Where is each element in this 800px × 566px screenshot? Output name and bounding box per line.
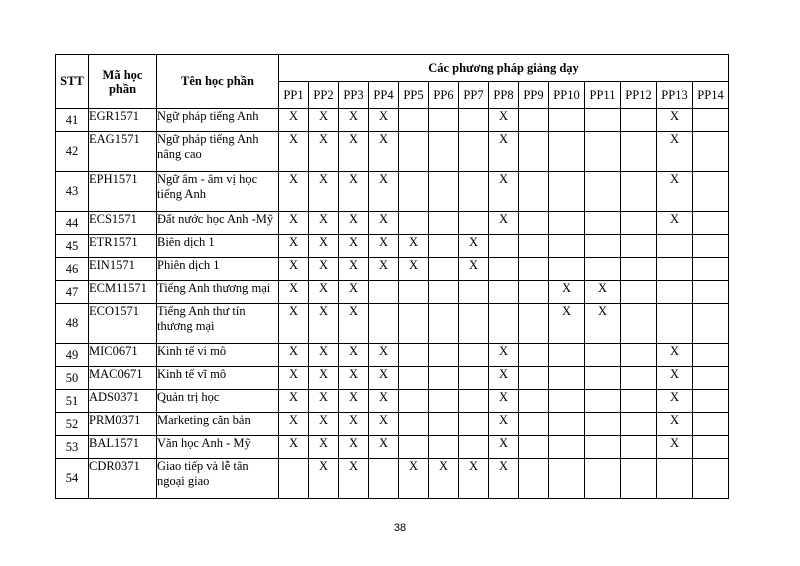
- course-code: ETR1571: [89, 235, 157, 258]
- method-cell-pp6: [429, 436, 459, 459]
- method-cell-pp12: [621, 281, 657, 304]
- method-cell-pp1: X: [279, 390, 309, 413]
- method-cell-pp1: X: [279, 258, 309, 281]
- method-cell-pp5: [399, 413, 429, 436]
- method-cell-pp2: X: [309, 258, 339, 281]
- method-cell-pp3: X: [339, 132, 369, 172]
- course-code: ECM11571: [89, 281, 157, 304]
- method-cell-pp4: X: [369, 390, 399, 413]
- method-cell-pp8: X: [489, 413, 519, 436]
- method-cell-pp6: [429, 109, 459, 132]
- table-row: [56, 281, 729, 304]
- course-code: ECS1571: [89, 212, 157, 235]
- method-cell-pp8: X: [489, 459, 519, 499]
- course-code: ADS0371: [89, 390, 157, 413]
- method-cell-pp4: X: [369, 436, 399, 459]
- method-cell-pp1: X: [279, 281, 309, 304]
- method-cell-pp2: X: [309, 212, 339, 235]
- method-cell-pp3: X: [339, 109, 369, 132]
- method-cell-pp2: X: [309, 459, 339, 499]
- method-cell-pp12: [621, 235, 657, 258]
- teaching-methods-table: [55, 54, 729, 499]
- method-cell-pp3: X: [339, 235, 369, 258]
- table-row: [56, 367, 729, 390]
- method-cell-pp12: [621, 172, 657, 212]
- method-cell-pp9: [519, 235, 549, 258]
- method-cell-pp14: [693, 109, 729, 132]
- row-stt: 44: [56, 212, 89, 235]
- method-cell-pp9: [519, 132, 549, 172]
- method-cell-pp11: [585, 413, 621, 436]
- method-cell-pp9: [519, 212, 549, 235]
- table-row: [56, 132, 729, 172]
- method-cell-pp2: X: [309, 413, 339, 436]
- method-cell-pp4: X: [369, 367, 399, 390]
- method-cell-pp5: X: [399, 459, 429, 499]
- table-row: [56, 258, 729, 281]
- method-cell-pp3: X: [339, 172, 369, 212]
- method-cell-pp14: [693, 235, 729, 258]
- method-cell-pp10: [549, 132, 585, 172]
- method-cell-pp5: [399, 212, 429, 235]
- course-code: MAC0671: [89, 367, 157, 390]
- method-cell-pp1: [279, 459, 309, 499]
- course-code: EIN1571: [89, 258, 157, 281]
- method-cell-pp7: [459, 304, 489, 344]
- method-cell-pp14: [693, 281, 729, 304]
- method-cell-pp10: [549, 413, 585, 436]
- method-cell-pp10: [549, 172, 585, 212]
- method-cell-pp12: [621, 367, 657, 390]
- method-cell-pp1: X: [279, 344, 309, 367]
- method-cell-pp6: [429, 132, 459, 172]
- method-cell-pp11: [585, 132, 621, 172]
- header-method-9: PP9: [519, 82, 549, 109]
- course-name: Phiên dịch 1: [157, 258, 279, 281]
- page-number: 38: [393, 522, 407, 534]
- method-cell-pp3: X: [339, 459, 369, 499]
- course-name: Quản trị học: [157, 390, 279, 413]
- method-cell-pp7: [459, 390, 489, 413]
- method-cell-pp6: [429, 344, 459, 367]
- course-name: Đất nước học Anh -Mỹ: [157, 212, 279, 235]
- method-cell-pp7: [459, 281, 489, 304]
- method-cell-pp8: X: [489, 436, 519, 459]
- method-cell-pp5: [399, 304, 429, 344]
- method-cell-pp4: [369, 281, 399, 304]
- method-cell-pp10: [549, 459, 585, 499]
- row-stt: 45: [56, 235, 89, 258]
- table-row: [56, 390, 729, 413]
- method-cell-pp13: [657, 258, 693, 281]
- method-cell-pp2: X: [309, 436, 339, 459]
- method-cell-pp2: X: [309, 344, 339, 367]
- method-cell-pp12: [621, 304, 657, 344]
- method-cell-pp14: [693, 413, 729, 436]
- header-method-1: PP1: [279, 82, 309, 109]
- method-cell-pp11: [585, 459, 621, 499]
- method-cell-pp8: [489, 281, 519, 304]
- method-cell-pp13: X: [657, 344, 693, 367]
- method-cell-pp9: [519, 436, 549, 459]
- method-cell-pp13: [657, 235, 693, 258]
- method-cell-pp1: X: [279, 132, 309, 172]
- method-cell-pp13: [657, 459, 693, 499]
- method-cell-pp9: [519, 413, 549, 436]
- method-cell-pp10: [549, 390, 585, 413]
- method-cell-pp7: [459, 413, 489, 436]
- table-row: [56, 344, 729, 367]
- method-cell-pp9: [519, 172, 549, 212]
- method-cell-pp1: X: [279, 235, 309, 258]
- method-cell-pp1: X: [279, 413, 309, 436]
- header-method-8: PP8: [489, 82, 519, 109]
- method-cell-pp7: [459, 172, 489, 212]
- method-cell-pp10: [549, 235, 585, 258]
- row-stt: 51: [56, 390, 89, 413]
- method-cell-pp11: X: [585, 281, 621, 304]
- method-cell-pp7: X: [459, 459, 489, 499]
- method-cell-pp6: [429, 304, 459, 344]
- method-cell-pp11: X: [585, 304, 621, 344]
- method-cell-pp5: [399, 132, 429, 172]
- table-row: [56, 459, 729, 499]
- course-code: EAG1571: [89, 132, 157, 172]
- table-row: [56, 413, 729, 436]
- course-name: Văn học Anh - Mỹ: [157, 436, 279, 459]
- method-cell-pp8: X: [489, 390, 519, 413]
- header-method-14: PP14: [693, 82, 729, 109]
- method-cell-pp5: X: [399, 258, 429, 281]
- method-cell-pp14: [693, 304, 729, 344]
- method-cell-pp6: [429, 172, 459, 212]
- method-cell-pp11: [585, 390, 621, 413]
- method-cell-pp3: X: [339, 212, 369, 235]
- method-cell-pp14: [693, 390, 729, 413]
- method-cell-pp2: X: [309, 390, 339, 413]
- method-cell-pp11: [585, 436, 621, 459]
- course-code: EPH1571: [89, 172, 157, 212]
- method-cell-pp5: X: [399, 235, 429, 258]
- header-method-13: PP13: [657, 82, 693, 109]
- method-cell-pp11: [585, 235, 621, 258]
- method-cell-pp10: [549, 367, 585, 390]
- method-cell-pp1: X: [279, 109, 309, 132]
- method-cell-pp8: [489, 235, 519, 258]
- method-cell-pp14: [693, 367, 729, 390]
- method-cell-pp12: [621, 459, 657, 499]
- course-name: Tiếng Anh thương mại: [157, 281, 279, 304]
- method-cell-pp14: [693, 459, 729, 499]
- method-cell-pp10: [549, 344, 585, 367]
- method-cell-pp11: [585, 172, 621, 212]
- header-method-7: PP7: [459, 82, 489, 109]
- header-method-6: PP6: [429, 82, 459, 109]
- method-cell-pp6: [429, 390, 459, 413]
- method-cell-pp5: [399, 281, 429, 304]
- table-row: [56, 304, 729, 344]
- method-cell-pp10: [549, 436, 585, 459]
- course-name: Tiếng Anh thư tín thương mại: [157, 304, 279, 344]
- method-cell-pp6: [429, 413, 459, 436]
- method-cell-pp1: X: [279, 304, 309, 344]
- method-cell-pp14: [693, 436, 729, 459]
- course-code: BAL1571: [89, 436, 157, 459]
- row-stt: 48: [56, 304, 89, 344]
- method-cell-pp9: [519, 367, 549, 390]
- method-cell-pp13: X: [657, 109, 693, 132]
- method-cell-pp3: X: [339, 281, 369, 304]
- header-method-10: PP10: [549, 82, 585, 109]
- method-cell-pp13: [657, 281, 693, 304]
- method-cell-pp11: [585, 344, 621, 367]
- row-stt: 41: [56, 109, 89, 132]
- method-cell-pp7: [459, 212, 489, 235]
- method-cell-pp3: X: [339, 390, 369, 413]
- method-cell-pp4: [369, 459, 399, 499]
- method-cell-pp11: [585, 109, 621, 132]
- method-cell-pp12: [621, 390, 657, 413]
- method-cell-pp8: [489, 258, 519, 281]
- method-cell-pp8: X: [489, 344, 519, 367]
- method-cell-pp2: X: [309, 281, 339, 304]
- row-stt: 47: [56, 281, 89, 304]
- table-row: [56, 235, 729, 258]
- course-code: PRM0371: [89, 413, 157, 436]
- method-cell-pp9: [519, 258, 549, 281]
- method-cell-pp12: [621, 212, 657, 235]
- method-cell-pp7: [459, 132, 489, 172]
- method-cell-pp8: X: [489, 109, 519, 132]
- method-cell-pp13: X: [657, 132, 693, 172]
- method-cell-pp2: X: [309, 304, 339, 344]
- method-cell-pp13: X: [657, 212, 693, 235]
- method-cell-pp7: [459, 344, 489, 367]
- method-cell-pp13: X: [657, 436, 693, 459]
- table-row: [56, 109, 729, 132]
- method-cell-pp14: [693, 258, 729, 281]
- row-stt: 53: [56, 436, 89, 459]
- method-cell-pp11: [585, 367, 621, 390]
- row-stt: 52: [56, 413, 89, 436]
- course-name: Ngữ pháp tiếng Anh nâng cao: [157, 132, 279, 172]
- method-cell-pp3: X: [339, 413, 369, 436]
- course-name: Giao tiếp và lễ tân ngoại giao: [157, 459, 279, 499]
- method-cell-pp12: [621, 413, 657, 436]
- table-body: [56, 109, 729, 499]
- method-cell-pp6: [429, 367, 459, 390]
- course-name: Ngữ pháp tiếng Anh: [157, 109, 279, 132]
- method-cell-pp8: X: [489, 367, 519, 390]
- method-cell-pp2: X: [309, 132, 339, 172]
- method-cell-pp13: X: [657, 367, 693, 390]
- method-cell-pp5: [399, 436, 429, 459]
- method-cell-pp4: X: [369, 109, 399, 132]
- method-cell-pp1: X: [279, 172, 309, 212]
- method-cell-pp3: X: [339, 304, 369, 344]
- course-code: CDR0371: [89, 459, 157, 499]
- method-cell-pp13: X: [657, 390, 693, 413]
- header-code: Mã học phần: [89, 55, 157, 109]
- table-row: [56, 172, 729, 212]
- header-method-11: PP11: [585, 82, 621, 109]
- method-cell-pp7: [459, 367, 489, 390]
- method-cell-pp8: X: [489, 172, 519, 212]
- method-cell-pp2: X: [309, 367, 339, 390]
- method-cell-pp13: X: [657, 172, 693, 212]
- course-code: MIC0671: [89, 344, 157, 367]
- header-method-5: PP5: [399, 82, 429, 109]
- row-stt: 50: [56, 367, 89, 390]
- method-cell-pp4: [369, 304, 399, 344]
- method-cell-pp7: X: [459, 235, 489, 258]
- course-code: ECO1571: [89, 304, 157, 344]
- method-cell-pp6: X: [429, 459, 459, 499]
- method-cell-pp14: [693, 132, 729, 172]
- course-name: Ngữ âm - âm vị học tiếng Anh: [157, 172, 279, 212]
- method-cell-pp12: [621, 132, 657, 172]
- row-stt: 46: [56, 258, 89, 281]
- header-stt: STT: [56, 55, 89, 109]
- method-cell-pp12: [621, 436, 657, 459]
- header-method-3: PP3: [339, 82, 369, 109]
- method-cell-pp6: [429, 235, 459, 258]
- method-cell-pp9: [519, 390, 549, 413]
- method-cell-pp13: [657, 304, 693, 344]
- method-cell-pp12: [621, 258, 657, 281]
- method-cell-pp1: X: [279, 436, 309, 459]
- method-cell-pp1: X: [279, 212, 309, 235]
- method-cell-pp12: [621, 344, 657, 367]
- method-cell-pp11: [585, 212, 621, 235]
- method-cell-pp5: [399, 367, 429, 390]
- course-name: Kinh tế vĩ mô: [157, 367, 279, 390]
- method-cell-pp4: X: [369, 258, 399, 281]
- method-cell-pp14: [693, 172, 729, 212]
- method-cell-pp9: [519, 281, 549, 304]
- course-name: Marketing căn bản: [157, 413, 279, 436]
- method-cell-pp10: [549, 212, 585, 235]
- method-cell-pp7: [459, 436, 489, 459]
- table-row: [56, 436, 729, 459]
- method-cell-pp7: [459, 109, 489, 132]
- method-cell-pp9: [519, 459, 549, 499]
- method-cell-pp5: [399, 390, 429, 413]
- row-stt: 49: [56, 344, 89, 367]
- course-code: EGR1571: [89, 109, 157, 132]
- method-cell-pp2: X: [309, 235, 339, 258]
- method-cell-pp8: [489, 304, 519, 344]
- header-method-12: PP12: [621, 82, 657, 109]
- row-stt: 42: [56, 132, 89, 172]
- header-methods-group: Các phương pháp giảng dạy: [279, 55, 729, 82]
- method-cell-pp4: X: [369, 132, 399, 172]
- method-cell-pp6: [429, 258, 459, 281]
- header-name: Tên học phần: [157, 55, 279, 109]
- header-method-2: PP2: [309, 82, 339, 109]
- row-stt: 54: [56, 459, 89, 499]
- method-cell-pp11: [585, 258, 621, 281]
- course-name: Biên dịch 1: [157, 235, 279, 258]
- method-cell-pp8: X: [489, 212, 519, 235]
- header-method-4: PP4: [369, 82, 399, 109]
- method-cell-pp6: [429, 281, 459, 304]
- method-cell-pp9: [519, 344, 549, 367]
- method-cell-pp10: [549, 258, 585, 281]
- method-cell-pp5: [399, 344, 429, 367]
- row-stt: 43: [56, 172, 89, 212]
- method-cell-pp3: X: [339, 344, 369, 367]
- method-cell-pp4: X: [369, 413, 399, 436]
- method-cell-pp12: [621, 109, 657, 132]
- method-cell-pp4: X: [369, 212, 399, 235]
- method-cell-pp8: X: [489, 132, 519, 172]
- method-cell-pp9: [519, 304, 549, 344]
- method-cell-pp1: X: [279, 367, 309, 390]
- method-cell-pp3: X: [339, 367, 369, 390]
- method-cell-pp2: X: [309, 109, 339, 132]
- method-cell-pp2: X: [309, 172, 339, 212]
- table-row: [56, 212, 729, 235]
- method-cell-pp3: X: [339, 258, 369, 281]
- method-cell-pp5: [399, 172, 429, 212]
- method-cell-pp4: X: [369, 235, 399, 258]
- method-cell-pp10: X: [549, 304, 585, 344]
- method-cell-pp14: [693, 344, 729, 367]
- method-cell-pp9: [519, 109, 549, 132]
- method-cell-pp6: [429, 212, 459, 235]
- method-cell-pp4: X: [369, 344, 399, 367]
- method-cell-pp13: X: [657, 413, 693, 436]
- method-cell-pp4: X: [369, 172, 399, 212]
- method-cell-pp10: X: [549, 281, 585, 304]
- method-cell-pp10: [549, 109, 585, 132]
- course-name: Kinh tế vi mô: [157, 344, 279, 367]
- method-cell-pp3: X: [339, 436, 369, 459]
- method-cell-pp7: X: [459, 258, 489, 281]
- method-cell-pp5: [399, 109, 429, 132]
- method-cell-pp14: [693, 212, 729, 235]
